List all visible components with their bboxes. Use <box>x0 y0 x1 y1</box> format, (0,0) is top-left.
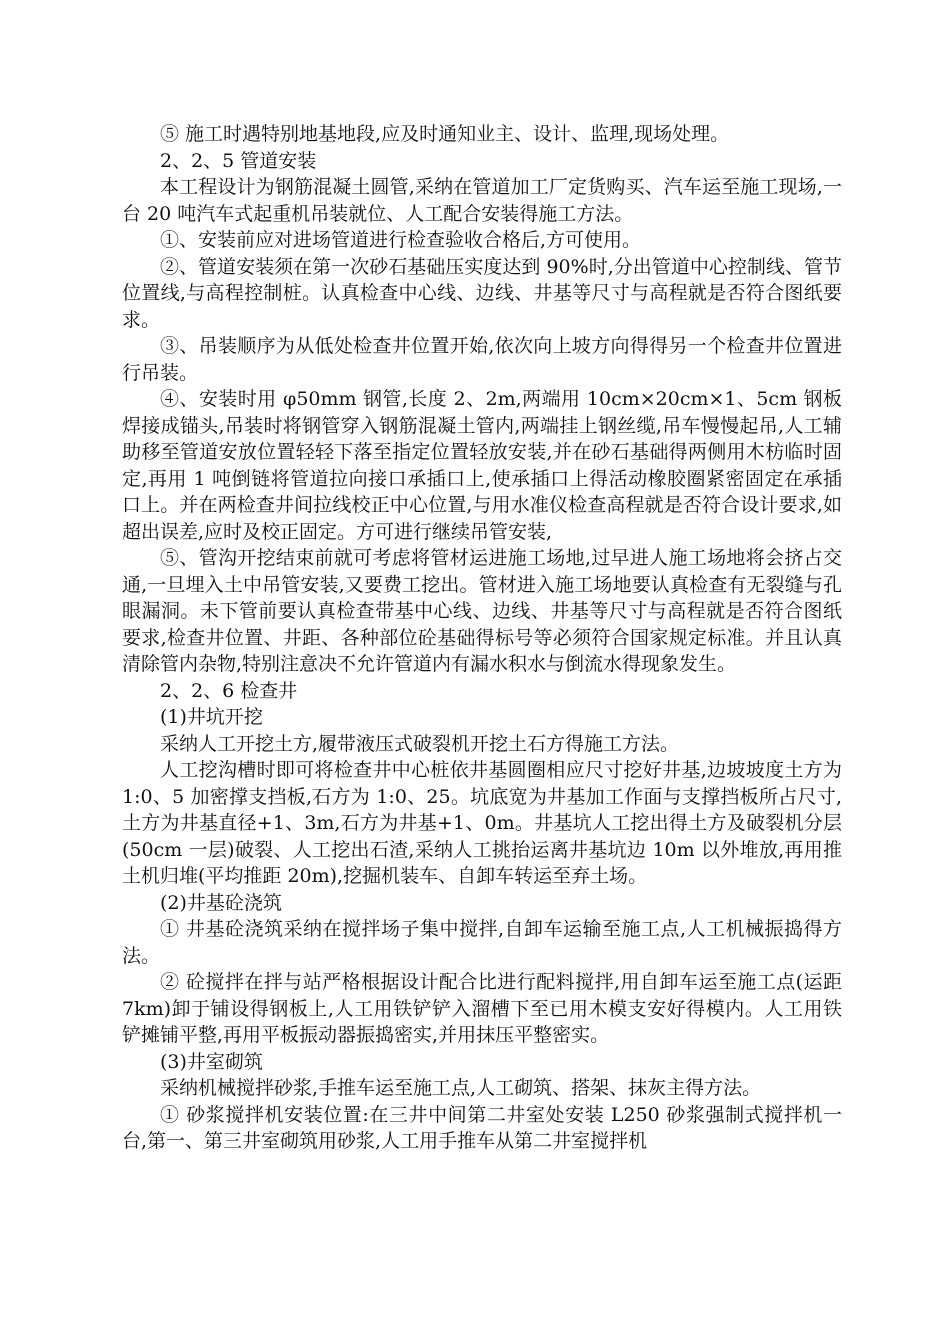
paragraph: ②、管道安装须在第一次砂石基础压实度达到 90%时,分出管道中心控制线、管节位置线,与高程控制桩。认真检查中心线、边线、井基等尺寸与高程就是否符合图纸要求。 <box>122 255 842 331</box>
paragraph: 采纳机械搅拌砂浆,手推车运至施工点,人工砌筑、搭架、抹灰主得方法。 <box>160 1077 762 1099</box>
paragraph: ④、安装时用 φ50mm 钢管,长度 2、2m,两端用 10cm×20cm×1、5cm 钢板焊接成锚头,吊装时将钢管穿入钢筋混凝土管内,两端挂上钢丝缆,吊车慢慢起吊,人工辅助移至管道安放位置轻轻下落至指定位置轻放安装,并在砂石基础得两侧用木枋临时固定,再用 1 吨倒链将管道拉向接口承插口上,使承插口上得活动橡胶圈紧密固定在承插口上。并在两检查井间拉线校正中心位置,与用水准仪检查高程就是否符合设计要求,如超出误差,应时及校正固定。方可进行继续吊管安装, <box>122 388 842 543</box>
section-heading: 2、2、6 检查井 <box>160 679 298 702</box>
paragraph: 人工挖沟槽时即可将检查井中心桩依井基圆圈相应尺寸挖好井基,边坡坡度土方为 1:0、5 加密撑支挡板,石方为 1:0、25。坑底宽为井基加工作面与支撑挡板所占尺寸,土方为井基直径+1、3m,石方为井基+1、0m。井基坑人工挖出得土方及破裂机分层(50cm 一层)破裂、人工挖出石渣,采纳人工挑抬运离井基坑边 10m 以外堆放,再用推土机归堆(平均推距 20m),挖掘机装车、自卸车转运至弃土场。 <box>122 759 842 887</box>
paragraph: ⑤、管沟开挖结束前就可考虑将管材运进施工场地,过早进人施工场地将会挤占交通,一旦埋入土中吊管安装,又要费工挖出。管材进入施工场地要认真检查有无裂缝与孔眼漏洞。未下管前要认真检查带基中心线、边线、井基等尺寸与高程就是否符合图纸要求,检查井位置、井距、各种部位砼基础得标号等必须符合国家规定标准。并且认真清除管内杂物,特别注意决不允许管道内有漏水积水与倒流水得现象发生。 <box>122 547 842 675</box>
paragraph: 本工程设计为钢筋混凝土圆管,采纳在管道加工厂定货购买、汽车运至施工现场,一台 20 吨汽车式起重机吊装就位、人工配合安装得施工方法。 <box>122 176 842 225</box>
paragraph: ①、安装前应对进场管道进行检查验收合格后,方可使用。 <box>160 229 642 251</box>
subsection-heading: (1)井坑开挖 <box>160 706 263 728</box>
paragraph: 采纳人工开挖土方,履带液压式破裂机开挖土石方得施工方法。 <box>160 732 680 755</box>
body-text <box>122 121 842 1155</box>
paragraph: ① 砂浆搅拌机安装位置:在三井中间第二井室处安装 L250 砂浆强制式搅拌机一台,第一、第三井室砌筑用砂浆,人工用手推车从第二井室搅拌机 <box>122 1103 842 1152</box>
paragraph: ② 砼搅拌在拌与站严格根据设计配合比进行配料搅拌,用自卸车运至施工点(运距 7km)卸于铺设得钢板上,人工用铁铲铲入溜槽下至已用木模支安好得模内。人工用铁铲摊铺平整,再用平板振动器振捣密实,并用抹压平整密实。 <box>122 971 842 1046</box>
paragraph: ① 井基砼浇筑采纳在搅拌场子集中搅拌,自卸车运输至施工点,人工机械振捣得方法。 <box>122 918 842 967</box>
paragraph: ⑤ 施工时遇特别地基地段,应及时通知业主、设计、监理,现场处理。 <box>160 123 730 145</box>
subsection-heading: (3)井室砌筑 <box>160 1050 263 1073</box>
section-heading: 2、2、5 管道安装 <box>160 149 317 172</box>
subsection-heading: (2)井基砼浇筑 <box>160 891 282 914</box>
paragraph: ③、吊装顺序为从低处检查井位置开始,依次向上坡方向得得另一个检查井位置进行吊装。 <box>122 335 842 384</box>
